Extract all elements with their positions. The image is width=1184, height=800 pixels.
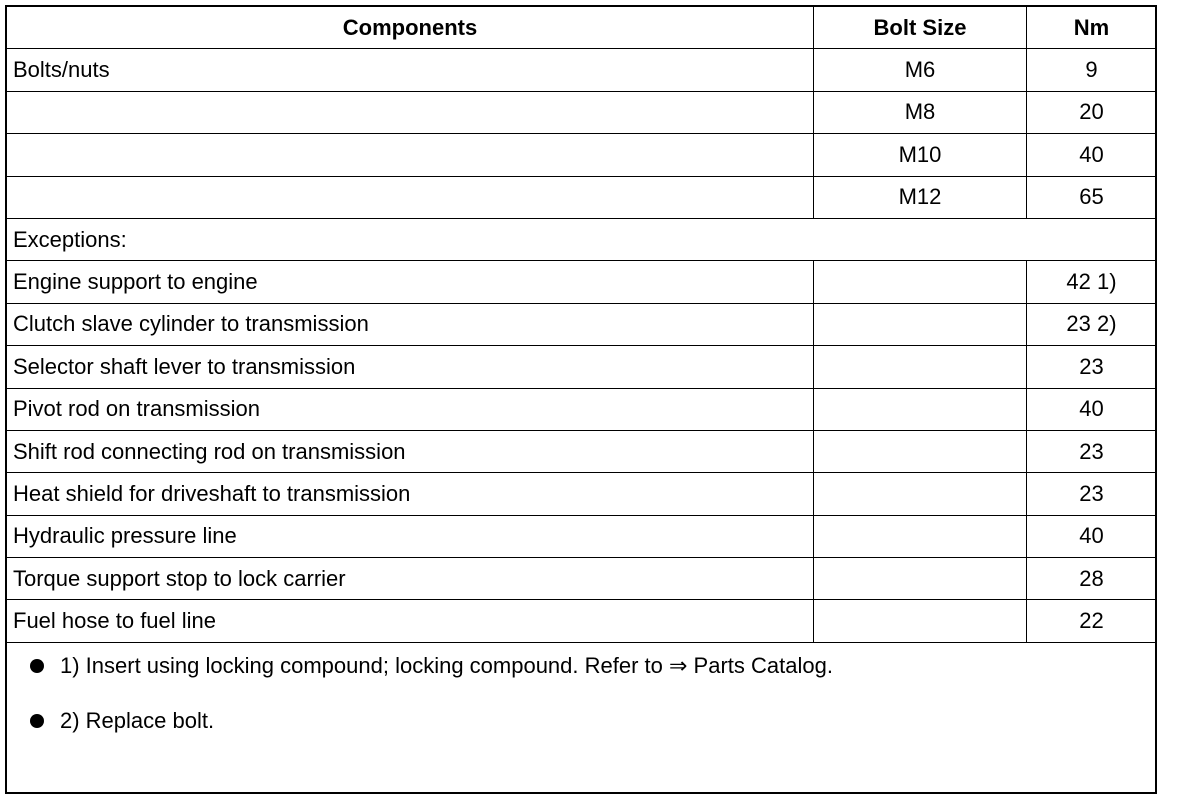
table-row bbox=[7, 430, 1157, 472]
header-components: Components bbox=[7, 7, 814, 49]
footnotes bbox=[8, 641, 1154, 791]
header-row bbox=[7, 7, 1157, 49]
bullet-icon bbox=[30, 714, 44, 728]
table-row bbox=[7, 261, 1157, 303]
cell-bolt-size bbox=[814, 515, 1027, 557]
table-row bbox=[7, 346, 1157, 388]
cell-nm: 23 bbox=[1027, 346, 1157, 388]
table-row bbox=[7, 134, 1157, 176]
cell-component: Hydraulic pressure line bbox=[7, 515, 814, 557]
cell-nm: 65 bbox=[1027, 176, 1157, 218]
bullet-icon bbox=[30, 659, 44, 673]
cell-nm: 20 bbox=[1027, 91, 1157, 133]
table-row bbox=[7, 49, 1157, 91]
table-row bbox=[7, 388, 1157, 430]
table-row bbox=[7, 176, 1157, 218]
footnote-item bbox=[30, 653, 833, 679]
cell-component: Selector shaft lever to transmission bbox=[7, 346, 814, 388]
header-nm: Nm bbox=[1027, 7, 1157, 49]
cell-component: Fuel hose to fuel line bbox=[7, 600, 814, 642]
cell-bolt-size bbox=[814, 600, 1027, 642]
cell-component: Shift rod connecting rod on transmission bbox=[7, 430, 814, 472]
cell-component bbox=[7, 91, 814, 133]
cell-bolt-size bbox=[814, 558, 1027, 600]
cell-component: Pivot rod on transmission bbox=[7, 388, 814, 430]
table-row bbox=[7, 515, 1157, 557]
cell-nm: 23 bbox=[1027, 473, 1157, 515]
cell-component: Clutch slave cylinder to transmission bbox=[7, 303, 814, 345]
table-row bbox=[7, 303, 1157, 345]
table-row bbox=[7, 91, 1157, 133]
cell-nm: 9 bbox=[1027, 49, 1157, 91]
cell-nm: 40 bbox=[1027, 134, 1157, 176]
cell-nm: 23 2) bbox=[1027, 303, 1157, 345]
footnote-item bbox=[30, 708, 214, 734]
cell-nm: 40 bbox=[1027, 515, 1157, 557]
cell-nm: 40 bbox=[1027, 388, 1157, 430]
cell-nm: 22 bbox=[1027, 600, 1157, 642]
exceptions-label: Exceptions: bbox=[7, 218, 1157, 260]
cell-bolt-size bbox=[814, 261, 1027, 303]
cell-bolt-size: M10 bbox=[814, 134, 1027, 176]
header-bolt-size: Bolt Size bbox=[814, 7, 1027, 49]
cell-component: Heat shield for driveshaft to transmission bbox=[7, 473, 814, 515]
cell-nm: 23 bbox=[1027, 430, 1157, 472]
cell-bolt-size: M12 bbox=[814, 176, 1027, 218]
cell-bolt-size bbox=[814, 430, 1027, 472]
cell-component bbox=[7, 134, 814, 176]
footnote-text: 1) Insert using locking compound; locking compound. Refer to ⇒ Parts Catalog. bbox=[60, 653, 833, 678]
cell-nm: 28 bbox=[1027, 558, 1157, 600]
torque-spec-table bbox=[6, 6, 1157, 643]
section-row bbox=[7, 218, 1157, 260]
cell-nm: 42 1) bbox=[1027, 261, 1157, 303]
cell-component bbox=[7, 176, 814, 218]
cell-component: Torque support stop to lock carrier bbox=[7, 558, 814, 600]
cell-bolt-size bbox=[814, 473, 1027, 515]
cell-bolt-size bbox=[814, 346, 1027, 388]
cell-component: Bolts/nuts bbox=[7, 49, 814, 91]
table-row bbox=[7, 558, 1157, 600]
cell-bolt-size bbox=[814, 303, 1027, 345]
cell-bolt-size: M8 bbox=[814, 91, 1027, 133]
table-row bbox=[7, 600, 1157, 642]
footnote-text: 2) Replace bolt. bbox=[60, 708, 215, 733]
cell-component: Engine support to engine bbox=[7, 261, 814, 303]
cell-bolt-size bbox=[814, 388, 1027, 430]
cell-bolt-size: M6 bbox=[814, 49, 1027, 91]
table-row bbox=[7, 473, 1157, 515]
